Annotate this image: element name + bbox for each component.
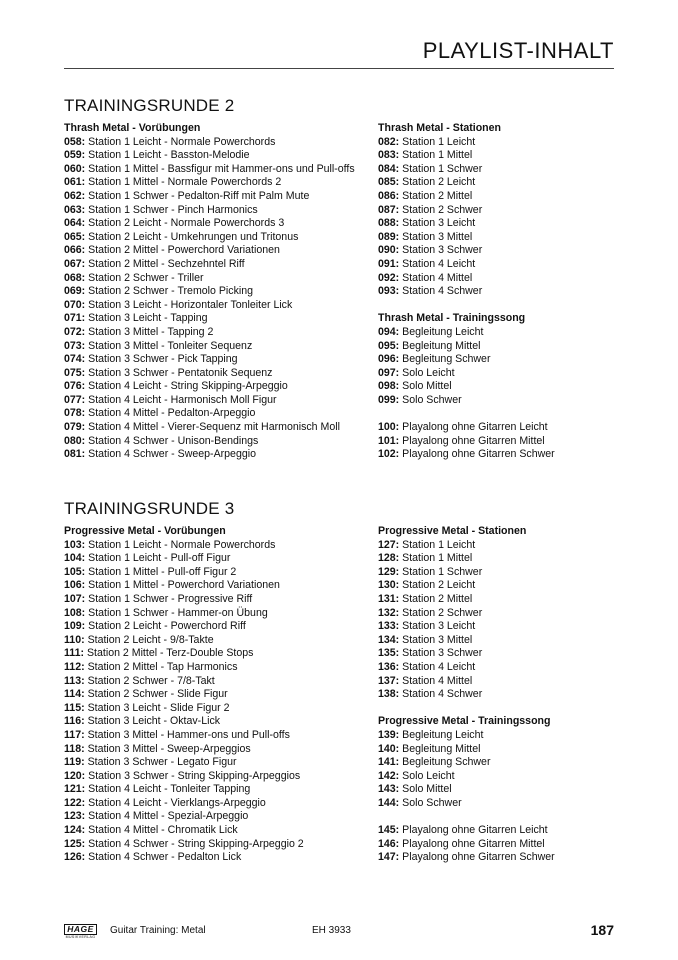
track-item [378,566,555,580]
track-title: Station 3 Leicht [399,217,476,230]
publisher-logo: HAGE MUSIKVERLAG [65,924,96,939]
track-item [64,448,355,462]
track-title: Station 1 Leicht - Normale Powerchords [85,135,276,148]
track-number: 108: [64,606,86,619]
group-heading: Thrash Metal - Vorübungen [64,122,201,134]
track-number: 138: [378,688,400,701]
track-title: Solo Leicht [399,769,455,782]
track-title: Station 3 Mittel - Tapping 2 [85,325,214,338]
spacer [378,407,555,421]
track-item [64,380,355,394]
track-title: Station 4 Schwer [399,688,483,701]
track-item [64,851,304,865]
track-number: 080: [64,434,86,447]
track-item [378,756,555,770]
track-item [378,244,555,258]
track-title: Station 2 Mittel - Sechzehntel Riff [85,257,245,270]
track-title: Station 1 Mittel [399,149,473,162]
track-number: 124: [64,824,86,837]
track-number: 063: [64,203,86,216]
track-number: 137: [378,674,400,687]
track-number: 135: [378,647,400,660]
track-title: Station 3 Leicht - Tapping [85,312,208,325]
track-number: 095: [378,339,400,352]
track-number: 059: [64,149,86,162]
track-title: Playalong ohne Gitarren Leicht [399,421,548,434]
playlist-column-left [64,525,304,865]
group-heading: Progressive Metal - Stationen [378,525,527,537]
playlist-column-right [378,122,555,462]
track-item [64,539,304,553]
group-heading: Thrash Metal - Trainingssong [378,312,526,325]
group-heading: Thrash Metal - Stationen [378,122,502,134]
track-title: Station 1 Schwer - Pedalton-Riff mit Palm Mute [85,189,310,202]
track-item [64,312,355,326]
track-item [64,593,304,607]
track-title: Station 1 Schwer - Pinch Harmonics [85,203,258,216]
track-number: 058: [64,135,86,148]
track-number: 060: [64,162,86,175]
track-title: Station 4 Mittel [399,271,473,284]
track-item [64,634,304,648]
track-number: 128: [378,552,400,565]
track-title: Station 2 Mittel [399,592,473,605]
track-title: Station 1 Leicht [399,538,476,551]
track-item [378,620,555,634]
track-title: Station 4 Mittel - Pedalton-Arpeggio [85,407,256,420]
track-title: Station 2 Mittel - Powerchord Variationen [85,244,280,257]
track-number: 122: [64,796,86,809]
track-item [378,217,555,231]
track-item [378,380,555,394]
track-item [64,838,304,852]
track-item [64,136,355,150]
track-title: Station 3 Mittel [399,633,473,646]
playlist-column-left [64,122,355,462]
track-item [378,661,555,675]
track-item [378,634,555,648]
track-title: Station 3 Mittel [399,230,473,243]
track-number: 094: [378,325,400,338]
track-item [64,407,355,421]
track-item [378,394,555,408]
track-number: 090: [378,244,400,257]
track-title: Station 2 Leicht - 9/8-Takte [84,633,214,646]
track-title: Begleitung Schwer [399,353,491,366]
track-item [378,136,555,150]
track-title: Station 2 Mittel [399,189,473,202]
track-number: 104: [64,552,86,565]
track-number: 081: [64,448,86,461]
track-title: Station 2 Mittel - Tap Harmonics [84,660,238,673]
track-item [64,647,304,661]
track-item [64,204,355,218]
track-number: 145: [378,824,400,837]
track-number: 098: [378,380,400,393]
track-number: 066: [64,244,86,257]
page-number: 187 [590,922,614,938]
track-number: 088: [378,217,400,230]
track-number: 084: [378,162,400,175]
track-item [64,163,355,177]
track-number: 109: [64,620,86,633]
track-number: 091: [378,257,400,270]
track-item [378,353,555,367]
track-number: 099: [378,393,400,406]
track-title: Station 4 Leicht [399,660,476,673]
track-number: 113: [64,674,85,687]
track-number: 096: [378,353,400,366]
track-title: Station 1 Leicht - Pull-off Figur [85,552,231,565]
track-title: Station 4 Schwer - Unison-Bendings [85,434,259,447]
track-title: Station 4 Mittel - Vierer-Sequenz mit Harmonisch Moll [85,421,340,434]
track-item [378,258,555,272]
track-number: 121: [64,783,86,796]
track-number: 114: [64,688,85,701]
spacer [378,299,555,313]
track-item [64,217,355,231]
track-number: 134: [378,633,400,646]
track-title: Station 3 Mittel - Sweep-Arpeggios [84,742,251,755]
spacer [378,810,555,824]
track-title: Station 4 Schwer - Sweep-Arpeggio [85,448,256,461]
track-item [378,770,555,784]
catalog-code: EH 3933 [312,925,351,936]
track-title: Station 4 Leicht [399,257,476,270]
track-title: Station 4 Mittel [399,674,473,687]
track-item [378,367,555,381]
track-title: Station 2 Leicht - Powerchord Riff [85,620,246,633]
track-number: 127: [378,538,400,551]
track-item [64,552,304,566]
track-number: 126: [64,851,86,864]
track-title: Station 1 Mittel [399,552,473,565]
track-title: Begleitung Schwer [399,756,491,769]
track-number: 106: [64,579,86,592]
track-item [378,448,555,462]
track-number: 115: [64,701,85,714]
track-item [378,688,555,702]
track-number: 101: [378,434,400,447]
track-item [64,272,355,286]
track-number: 141: [378,756,400,769]
book-title: Guitar Training: Metal [110,925,206,936]
track-number: 062: [64,189,86,202]
track-number: 136: [378,660,400,673]
track-number: 070: [64,298,86,311]
track-item [378,579,555,593]
track-title: Begleitung Leicht [399,728,484,741]
track-title: Station 4 Schwer - String Skipping-Arpeggio 2 [85,837,304,850]
track-number: 068: [64,271,86,284]
track-item [64,743,304,757]
track-number: 061: [64,176,86,189]
track-title: Station 4 Leicht - Harmonisch Moll Figur [85,393,277,406]
track-number: 139: [378,728,400,741]
track-title: Playalong ohne Gitarren Mittel [399,837,545,850]
track-number: 112: [64,660,85,673]
track-item [378,272,555,286]
track-number: 078: [64,407,86,420]
track-title: Solo Mittel [399,783,452,796]
track-title: Solo Leicht [399,366,455,379]
track-number: 133: [378,620,400,633]
track-item [64,190,355,204]
track-item [378,729,555,743]
track-number: 083: [378,149,400,162]
track-number: 131: [378,592,400,605]
track-item [378,340,555,354]
track-title: Station 1 Schwer [399,162,483,175]
track-title: Station 3 Mittel - Hammer-ons und Pull-offs [84,728,290,741]
track-number: 065: [64,230,86,243]
track-title: Solo Schwer [399,393,462,406]
track-item [378,231,555,245]
track-item [64,715,304,729]
track-item [64,421,355,435]
track-number: 067: [64,257,86,270]
track-item [64,824,304,838]
track-title: Station 2 Schwer - Slide Figur [84,688,228,701]
track-item [64,607,304,621]
track-item [378,607,555,621]
track-title: Solo Mittel [399,380,452,393]
track-number: 086: [378,189,400,202]
track-number: 119: [64,756,85,769]
track-item [64,353,355,367]
track-item [64,579,304,593]
track-item [378,593,555,607]
track-item [378,435,555,449]
track-item [64,770,304,784]
track-item [378,176,555,190]
track-title: Station 2 Schwer [399,606,483,619]
track-title: Begleitung Mittel [399,742,481,755]
track-item [64,285,355,299]
track-item [378,163,555,177]
track-item [378,824,555,838]
track-number: 107: [64,592,86,605]
track-title: Station 4 Leicht - Vierklangs-Arpeggio [85,796,266,809]
header-divider [64,68,614,69]
track-item [378,190,555,204]
track-number: 074: [64,353,86,366]
track-item [64,231,355,245]
track-number: 075: [64,366,86,379]
track-item [64,661,304,675]
track-title: Station 1 Mittel - Normale Powerchords 2 [85,176,282,189]
track-number: 130: [378,579,400,592]
track-number: 147: [378,851,400,864]
track-title: Station 2 Leicht - Normale Powerchords 3 [85,217,285,230]
track-title: Station 4 Mittel - Spezial-Arpeggio [85,810,249,823]
track-title: Solo Schwer [399,796,462,809]
track-title: Station 2 Schwer [399,203,483,216]
track-number: 140: [378,742,400,755]
track-item [378,539,555,553]
page-footer [64,924,614,940]
track-item [64,367,355,381]
track-number: 118: [64,742,85,755]
track-number: 077: [64,393,86,406]
track-title: Station 3 Leicht [399,620,476,633]
track-item [378,838,555,852]
track-number: 142: [378,769,400,782]
track-title: Station 3 Schwer - String Skipping-Arpeggios [85,769,301,782]
track-item [378,204,555,218]
track-number: 110: [64,633,85,646]
track-item [378,851,555,865]
track-number: 082: [378,135,400,148]
track-title: Station 3 Leicht - Horizontaler Tonleiter Lick [85,298,293,311]
track-item [64,756,304,770]
track-item [64,326,355,340]
track-item [64,783,304,797]
track-title: Station 1 Mittel - Bassfigur mit Hammer-ons und Pull-offs [85,162,355,175]
track-item [378,783,555,797]
track-item [64,299,355,313]
track-number: 100: [378,421,400,434]
track-item [64,566,304,580]
track-number: 097: [378,366,400,379]
track-title: Playalong ohne Gitarren Leicht [399,824,548,837]
track-number: 079: [64,421,86,434]
track-number: 105: [64,565,86,578]
track-item [64,620,304,634]
track-title: Station 3 Schwer [399,647,483,660]
track-number: 093: [378,285,400,298]
track-title: Station 2 Leicht [399,176,476,189]
track-item [64,244,355,258]
track-item [378,552,555,566]
track-number: 092: [378,271,400,284]
track-title: Station 2 Leicht [399,579,476,592]
track-number: 120: [64,769,86,782]
track-title: Station 3 Schwer [399,244,483,257]
track-item [64,797,304,811]
track-number: 143: [378,783,400,796]
track-number: 125: [64,837,86,850]
track-item [378,743,555,757]
track-title: Station 4 Mittel - Chromatik Lick [85,824,238,837]
track-item [378,149,555,163]
track-title: Station 2 Schwer - 7/8-Takt [84,674,215,687]
track-title: Station 1 Leicht - Basston-Melodie [85,149,250,162]
track-title: Station 4 Leicht - String Skipping-Arpeggio [85,380,288,393]
track-number: 132: [378,606,400,619]
track-item [64,810,304,824]
track-item [378,326,555,340]
track-item [378,647,555,661]
track-number: 071: [64,312,86,325]
track-item [64,688,304,702]
track-title: Station 2 Schwer - Tremolo Picking [85,285,254,298]
track-number: 085: [378,176,400,189]
group-heading: Progressive Metal - Trainingssong [378,715,551,728]
track-item [64,149,355,163]
track-title: Station 1 Leicht [399,135,476,148]
track-item [64,435,355,449]
track-number: 069: [64,285,86,298]
track-number: 073: [64,339,86,352]
track-number: 146: [378,837,400,850]
track-title: Station 4 Leicht - Tonleiter Tapping [85,783,251,796]
track-item [64,729,304,743]
track-item [64,258,355,272]
section-title: TRAININGSRUNDE 2 [64,96,235,115]
track-title: Station 1 Schwer [399,565,483,578]
track-item [64,340,355,354]
track-title: Station 3 Leicht - Slide Figur 2 [84,701,230,714]
track-number: 144: [378,796,400,809]
track-number: 064: [64,217,86,230]
track-item [378,797,555,811]
track-title: Station 2 Mittel - Terz-Double Stops [84,647,254,660]
track-item [64,394,355,408]
track-item [378,285,555,299]
track-number: 103: [64,538,86,551]
spacer [378,702,555,716]
track-item [378,421,555,435]
track-title: Station 1 Leicht - Normale Powerchords [85,538,276,551]
track-number: 089: [378,230,400,243]
track-title: Station 3 Leicht - Oktav-Lick [84,715,221,728]
track-number: 076: [64,380,86,393]
track-title: Station 1 Schwer - Hammer-on Übung [85,606,268,619]
track-title: Station 4 Schwer - Pedalton Lick [85,851,242,864]
track-title: Station 3 Schwer - Pentatonik Sequenz [85,366,273,379]
group-heading: Progressive Metal - Vorübungen [64,525,226,537]
track-title: Playalong ohne Gitarren Schwer [399,851,555,864]
track-item [378,675,555,689]
track-title: Station 1 Schwer - Progressive Riff [85,592,253,605]
track-title: Station 3 Schwer - Legato Figur [84,756,237,769]
track-title: Playalong ohne Gitarren Mittel [399,434,545,447]
track-number: 129: [378,565,400,578]
track-number: 102: [378,448,400,461]
page-title: PLAYLIST-INHALT [422,38,614,63]
track-title: Station 2 Schwer - Triller [85,271,204,284]
track-title: Station 4 Schwer [399,285,483,298]
track-title: Begleitung Leicht [399,325,484,338]
track-title: Station 1 Mittel - Pull-off Figur 2 [85,565,237,578]
track-number: 116: [64,715,85,728]
section-title: TRAININGSRUNDE 3 [64,499,235,518]
track-item [64,176,355,190]
track-number: 117: [64,728,85,741]
track-number: 087: [378,203,400,216]
track-title: Station 3 Mittel - Tonleiter Sequenz [85,339,253,352]
track-title: Station 3 Schwer - Pick Tapping [85,353,238,366]
track-title: Playalong ohne Gitarren Schwer [399,448,555,461]
track-number: 072: [64,325,86,338]
track-item [64,702,304,716]
track-title: Station 2 Leicht - Umkehrungen und Tritonus [85,230,299,243]
track-number: 111: [64,647,85,660]
track-number: 123: [64,810,86,823]
track-title: Station 1 Mittel - Powerchord Variationen [85,579,280,592]
track-item [64,675,304,689]
track-title: Begleitung Mittel [399,339,481,352]
playlist-column-right [378,525,555,865]
